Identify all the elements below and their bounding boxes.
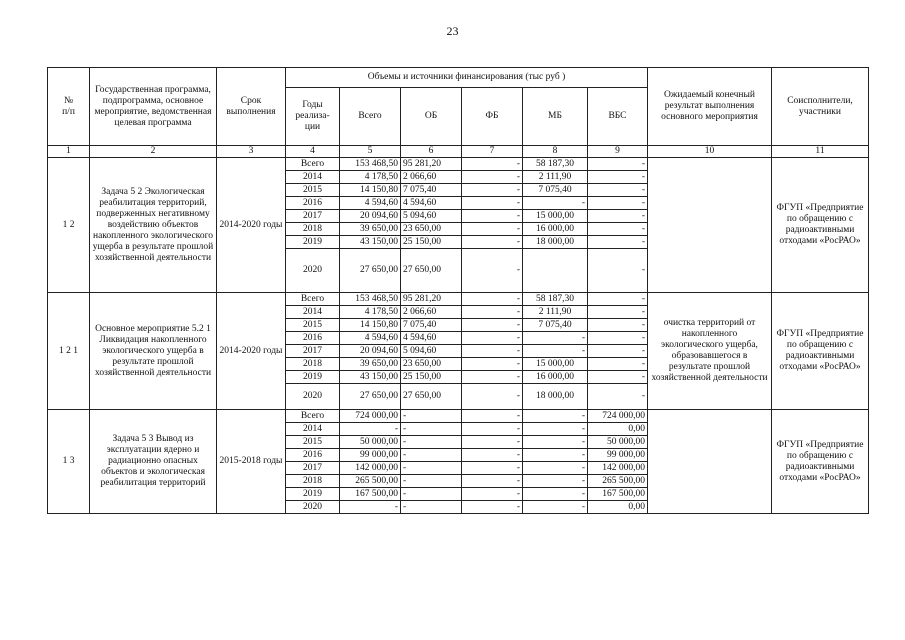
- total-cell: 39 650,00: [340, 223, 401, 236]
- column-number: 5: [340, 146, 401, 158]
- section-number: 1 2 1: [48, 293, 90, 410]
- ob-cell: 27 650,00: [401, 384, 462, 410]
- column-number: 2: [90, 146, 217, 158]
- mb-cell: -: [523, 410, 588, 423]
- total-cell: 265 500,00: [340, 475, 401, 488]
- vbs-cell: 167 500,00: [588, 488, 648, 501]
- ob-cell: -: [401, 488, 462, 501]
- fb-cell: -: [462, 410, 523, 423]
- fb-cell: -: [462, 249, 523, 293]
- fb-cell: -: [462, 223, 523, 236]
- page-number: 23: [446, 24, 459, 38]
- ob-cell: 25 150,00: [401, 236, 462, 249]
- total-cell: 50 000,00: [340, 436, 401, 449]
- fb-cell: -: [462, 501, 523, 514]
- total-cell: 43 150,00: [340, 236, 401, 249]
- total-cell: 99 000,00: [340, 449, 401, 462]
- year-cell: 2015: [286, 436, 340, 449]
- expected-result: [648, 158, 772, 293]
- year-cell: 2015: [286, 184, 340, 197]
- vbs-cell: -: [588, 293, 648, 306]
- column-number: 3: [217, 146, 286, 158]
- total-cell: 167 500,00: [340, 488, 401, 501]
- mb-cell: 2 111,90: [523, 306, 588, 319]
- fb-cell: -: [462, 184, 523, 197]
- mb-cell: 2 111,90: [523, 171, 588, 184]
- ob-cell: -: [401, 436, 462, 449]
- table-row: [48, 158, 869, 171]
- total-cell: 27 650,00: [340, 249, 401, 293]
- fb-cell: -: [462, 345, 523, 358]
- vbs-cell: -: [588, 371, 648, 384]
- ob-cell: 4 594,60: [401, 332, 462, 345]
- year-cell: 2020: [286, 384, 340, 410]
- year-cell: 2014: [286, 423, 340, 436]
- table-row: [48, 293, 869, 306]
- ob-cell: 7 075,40: [401, 184, 462, 197]
- fb-cell: -: [462, 197, 523, 210]
- fb-cell: -: [462, 236, 523, 249]
- header-num: № п/п: [48, 68, 90, 146]
- mb-cell: 7 075,40: [523, 184, 588, 197]
- total-cell: 27 650,00: [340, 384, 401, 410]
- ob-cell: 23 650,00: [401, 223, 462, 236]
- total-cell: 4 594,60: [340, 332, 401, 345]
- mb-cell: -: [523, 449, 588, 462]
- mb-cell: 15 000,00: [523, 210, 588, 223]
- vbs-cell: 99 000,00: [588, 449, 648, 462]
- ob-cell: 7 075,40: [401, 319, 462, 332]
- section-name: Задача 5 2 Экологическая реабилитация территорий, подверженных негативному воздействию объектов накопленного экологического ущерба в результате прошлой хозяйственной деятельности: [90, 158, 217, 293]
- mb-cell: -: [523, 436, 588, 449]
- section-name: Задача 5 3 Вывод из эксплуатации ядерно и радиационно опасных объектов и экологическая реабилитация территорий: [90, 410, 217, 514]
- year-cell: 2016: [286, 197, 340, 210]
- column-number: 4: [286, 146, 340, 158]
- mb-cell: 58 187,30: [523, 293, 588, 306]
- total-cell: 4 178,50: [340, 306, 401, 319]
- ob-cell: -: [401, 501, 462, 514]
- section-term: 2015-2018 годы: [217, 410, 286, 514]
- ob-cell: -: [401, 410, 462, 423]
- vbs-cell: 265 500,00: [588, 475, 648, 488]
- year-cell: 2014: [286, 306, 340, 319]
- year-cell: 2016: [286, 332, 340, 345]
- vbs-cell: -: [588, 306, 648, 319]
- column-number: 1: [48, 146, 90, 158]
- executor: ФГУП «Предприятие по обращению с радиоактивными отходами «РосРАО»: [772, 410, 869, 514]
- vbs-cell: 142 000,00: [588, 462, 648, 475]
- header-fb: ФБ: [462, 88, 523, 146]
- fb-cell: -: [462, 371, 523, 384]
- mb-cell: 18 000,00: [523, 236, 588, 249]
- mb-cell: -: [523, 475, 588, 488]
- total-cell: 20 094,60: [340, 210, 401, 223]
- fb-cell: -: [462, 436, 523, 449]
- vbs-cell: 0,00: [588, 501, 648, 514]
- year-cell: Всего: [286, 410, 340, 423]
- vbs-cell: -: [588, 223, 648, 236]
- ob-cell: 95 281,20: [401, 293, 462, 306]
- vbs-cell: -: [588, 332, 648, 345]
- executor: ФГУП «Предприятие по обращению с радиоактивными отходами «РосРАО»: [772, 158, 869, 293]
- ob-cell: 5 094,60: [401, 210, 462, 223]
- ob-cell: 25 150,00: [401, 371, 462, 384]
- mb-cell: 18 000,00: [523, 384, 588, 410]
- vbs-cell: -: [588, 319, 648, 332]
- year-cell: 2017: [286, 345, 340, 358]
- vbs-cell: -: [588, 345, 648, 358]
- header-total: Всего: [340, 88, 401, 146]
- header-vbs: ВБС: [588, 88, 648, 146]
- total-cell: 153 468,50: [340, 158, 401, 171]
- expected-result: [648, 410, 772, 514]
- section-number: 1 3: [48, 410, 90, 514]
- year-cell: 2017: [286, 462, 340, 475]
- fb-cell: -: [462, 488, 523, 501]
- year-cell: Всего: [286, 293, 340, 306]
- year-cell: 2019: [286, 488, 340, 501]
- vbs-cell: 0,00: [588, 423, 648, 436]
- vbs-cell: 50 000,00: [588, 436, 648, 449]
- year-cell: 2018: [286, 475, 340, 488]
- fb-cell: -: [462, 306, 523, 319]
- header-ob: ОБ: [401, 88, 462, 146]
- year-cell: 2016: [286, 449, 340, 462]
- vbs-cell: -: [588, 197, 648, 210]
- column-number: 7: [462, 146, 523, 158]
- header-term: Срок выполнения: [217, 68, 286, 146]
- mb-cell: [523, 249, 588, 293]
- fb-cell: -: [462, 332, 523, 345]
- mb-cell: -: [523, 423, 588, 436]
- mb-cell: -: [523, 501, 588, 514]
- section-term: 2014-2020 годы: [217, 158, 286, 293]
- ob-cell: 23 650,00: [401, 358, 462, 371]
- ob-cell: -: [401, 475, 462, 488]
- total-cell: 43 150,00: [340, 371, 401, 384]
- column-number: 6: [401, 146, 462, 158]
- year-cell: 2015: [286, 319, 340, 332]
- total-cell: -: [340, 423, 401, 436]
- executor: ФГУП «Предприятие по обращению с радиоактивными отходами «РосРАО»: [772, 293, 869, 410]
- total-cell: 20 094,60: [340, 345, 401, 358]
- ob-cell: 95 281,20: [401, 158, 462, 171]
- year-cell: 2014: [286, 171, 340, 184]
- fb-cell: -: [462, 293, 523, 306]
- funding-table: [47, 67, 869, 514]
- header-mb: МБ: [523, 88, 588, 146]
- total-cell: 153 468,50: [340, 293, 401, 306]
- year-cell: 2018: [286, 358, 340, 371]
- total-cell: 4 594,60: [340, 197, 401, 210]
- year-cell: 2019: [286, 371, 340, 384]
- total-cell: 39 650,00: [340, 358, 401, 371]
- section-number: 1 2: [48, 158, 90, 293]
- mb-cell: -: [523, 345, 588, 358]
- vbs-cell: -: [588, 171, 648, 184]
- vbs-cell: -: [588, 236, 648, 249]
- fb-cell: -: [462, 449, 523, 462]
- fb-cell: -: [462, 171, 523, 184]
- fb-cell: -: [462, 319, 523, 332]
- mb-cell: -: [523, 332, 588, 345]
- fb-cell: -: [462, 384, 523, 410]
- column-number: 9: [588, 146, 648, 158]
- year-cell: Всего: [286, 158, 340, 171]
- table-row: [48, 410, 869, 423]
- mb-cell: 15 000,00: [523, 358, 588, 371]
- mb-cell: -: [523, 488, 588, 501]
- mb-cell: -: [523, 197, 588, 210]
- total-cell: 14 150,80: [340, 319, 401, 332]
- vbs-cell: -: [588, 384, 648, 410]
- expected-result: очистка территорий от накопленного экологического ущерба, образовавшегося в результате прошлой хозяйственной деятельности: [648, 293, 772, 410]
- column-number: 8: [523, 146, 588, 158]
- fb-cell: -: [462, 358, 523, 371]
- header-funding: Объемы и источники финансирования (тыс руб ): [286, 68, 648, 88]
- ob-cell: 2 066,60: [401, 306, 462, 319]
- total-cell: 142 000,00: [340, 462, 401, 475]
- year-cell: 2018: [286, 223, 340, 236]
- ob-cell: 5 094,60: [401, 345, 462, 358]
- column-number: 10: [648, 146, 772, 158]
- header-result: Ожидаемый конечный результат выполнения основного мероприятия: [648, 68, 772, 146]
- year-cell: 2017: [286, 210, 340, 223]
- year-cell: 2020: [286, 501, 340, 514]
- section-term: 2014-2020 годы: [217, 293, 286, 410]
- header-years: Годы реализа-ции: [286, 88, 340, 146]
- total-cell: -: [340, 501, 401, 514]
- mb-cell: 16 000,00: [523, 371, 588, 384]
- fb-cell: -: [462, 462, 523, 475]
- vbs-cell: -: [588, 184, 648, 197]
- ob-cell: 2 066,60: [401, 171, 462, 184]
- vbs-cell: -: [588, 158, 648, 171]
- ob-cell: -: [401, 462, 462, 475]
- ob-cell: 4 594,60: [401, 197, 462, 210]
- ob-cell: -: [401, 423, 462, 436]
- year-cell: 2020: [286, 249, 340, 293]
- mb-cell: 7 075,40: [523, 319, 588, 332]
- vbs-cell: 724 000,00: [588, 410, 648, 423]
- fb-cell: -: [462, 423, 523, 436]
- fb-cell: -: [462, 158, 523, 171]
- ob-cell: -: [401, 449, 462, 462]
- ob-cell: 27 650,00: [401, 249, 462, 293]
- mb-cell: 58 187,30: [523, 158, 588, 171]
- total-cell: 14 150,80: [340, 184, 401, 197]
- vbs-cell: -: [588, 210, 648, 223]
- column-number: 11: [772, 146, 869, 158]
- vbs-cell: -: [588, 358, 648, 371]
- header-executors: Соисполнители, участники: [772, 68, 869, 146]
- year-cell: 2019: [286, 236, 340, 249]
- mb-cell: -: [523, 462, 588, 475]
- header-program: Государственная программа, подпрограмма, основное мероприятие, ведомственная целевая программа: [90, 68, 217, 146]
- vbs-cell: -: [588, 249, 648, 293]
- total-cell: 4 178,50: [340, 171, 401, 184]
- fb-cell: -: [462, 475, 523, 488]
- total-cell: 724 000,00: [340, 410, 401, 423]
- mb-cell: 16 000,00: [523, 223, 588, 236]
- fb-cell: -: [462, 210, 523, 223]
- section-name: Основное мероприятие 5.2 1 Ликвидация накопленного экологического ущерба в результате прошлой хозяйственной деятельности: [90, 293, 217, 410]
